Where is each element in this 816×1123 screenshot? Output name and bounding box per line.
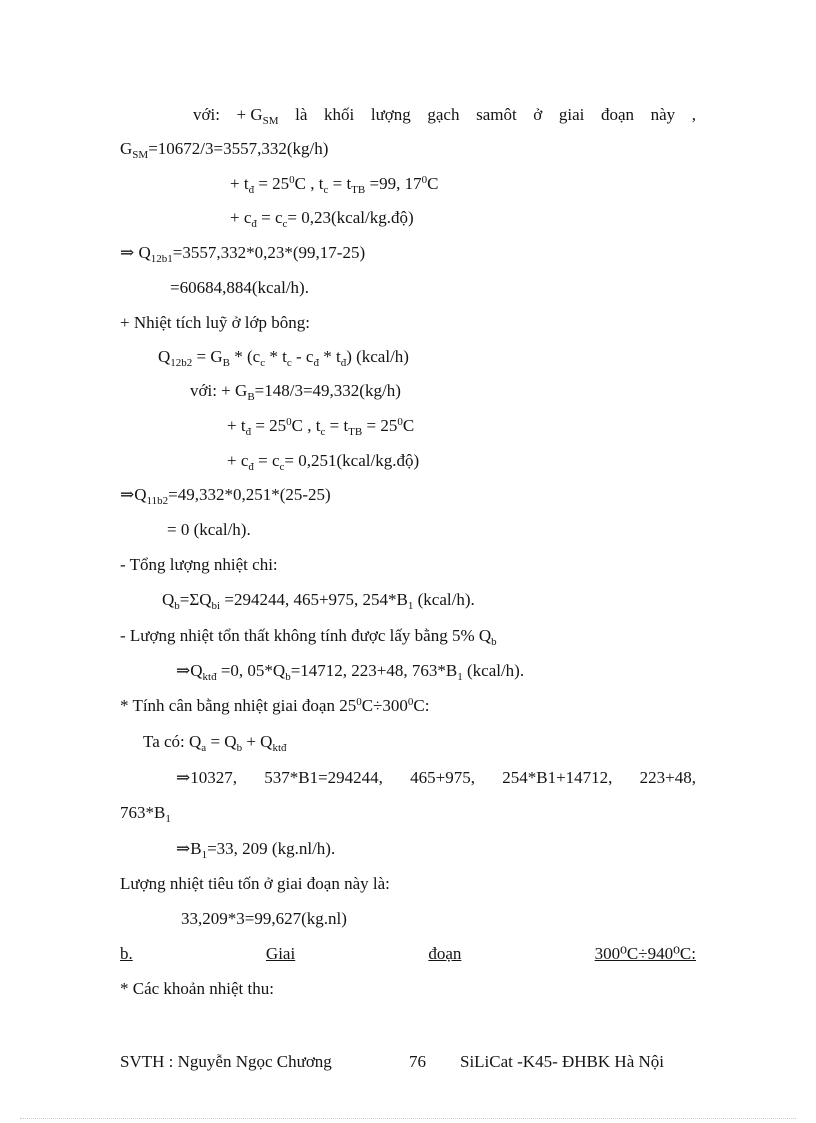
line-15: $Q_b=\Sigma Q_{bi} =294244$, 465+975, $254*B_1$ (kcal/h). [162, 590, 475, 612]
line-4: + $c_đ = c_c=$ 0,23(kcal/kg.độ) [230, 208, 414, 230]
line-11: + $c_đ = c_c=$ 0,251(kcal/kg.độ) [227, 451, 420, 473]
line-7: + Nhiệt tích luỹ ở lớp bông: [120, 313, 310, 332]
line-5: ⇒ $Q_{12b1}=3557,332*0,23*(99,17-25)$ [120, 243, 366, 265]
line-9: với: + $G_B=148/3=49,332(kg/h)$ [190, 381, 401, 403]
line-12: $\Rightarrow Q_{11b2}=49,332*0,251*(25-25)$ [120, 485, 331, 507]
line-14: - Tổng lượng nhiệt chi: [120, 555, 278, 574]
line-10: + $t_đ = 25^0C$ , $t_c = t_{TB} = 25^0C$ [227, 416, 415, 438]
line-17: $\Rightarrow Q_{ktđ} =0$, $05*Q_b=14712$, 223+48, $763*B_1$ (kcal/h). [176, 661, 525, 683]
section-b-heading: b. Giai đoạn 300⁰C÷940⁰C: [120, 944, 696, 963]
line-3: + $t_đ = 25^0C$ , $t_c = t_{TB} =99$, $17^0C$ [230, 174, 439, 196]
footer-page-number: 76 [409, 1052, 426, 1071]
line-19: Ta có: $Q_a = Q_b + Q_{ktđ}$ [143, 732, 287, 754]
line-23: Lượng nhiệt tiêu tốn ở giai đoạn này là: [120, 874, 390, 893]
line-18: * Tính cân bằng nhiệt giai đoạn $25^0C\div 300^0C$: [120, 696, 430, 715]
line-20: ⇒10327, 537*B1=294244, 465+975, 254*B1+14712, 223+48, [176, 768, 696, 787]
line-22: $\Rightarrow B_1=33$, 209 (kg.nl/h). [176, 839, 336, 861]
line-24: 33,209*3=99,627(kg.nl) [181, 909, 347, 928]
line-13: = 0 (kcal/h). [167, 520, 251, 539]
line-1: với: + $G_{SM}$ là khối lượng gạch samôt ở giai đoạn này , [193, 105, 696, 127]
footer-author: SVTH : Nguyễn Ngọc Chương [120, 1052, 332, 1071]
line-21: $763*B_1$ [120, 803, 171, 825]
page-bottom-edge [20, 1118, 796, 1119]
line-2: $G_{SM}=10672/3=3557,332(kg/h)$ [120, 139, 329, 161]
line-26: * Các khoản nhiệt thu: [120, 979, 274, 998]
line-16: - Lượng nhiệt tổn thất không tính được lấy bằng 5% $Q_b$ [120, 626, 497, 648]
line-6: =60684,884(kcal/h). [170, 278, 309, 297]
line-8: $Q_{12b2} = G_B * (c_c * t_c - c_đ * t_đ)$ (kcal/h) [158, 347, 409, 369]
footer-school: SiLiCat -K45- ĐHBK Hà Nội [460, 1052, 664, 1071]
